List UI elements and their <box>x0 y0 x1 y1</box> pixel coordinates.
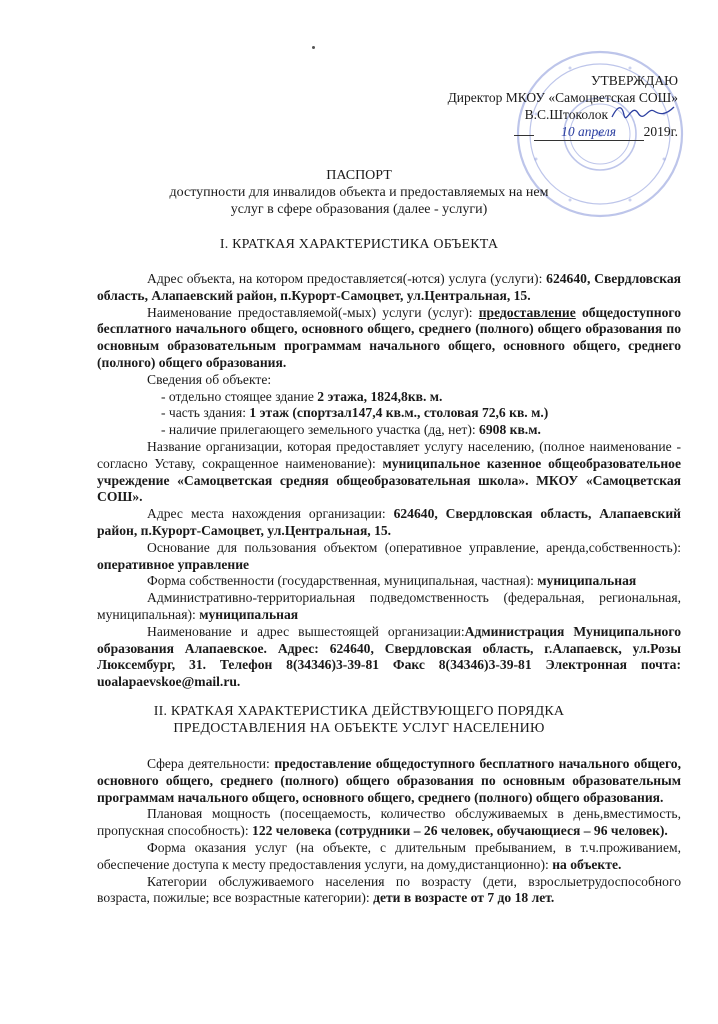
parent-value: Администрация Муниципального образования Алапаевское. Адрес: 624640, Свердловская область, г.Алапаевск, ул.Розы Люксембург, 31. Телефон 8(34346)3-39-81 Факс 8(34346)3-39-81 Электронная почта: uoalapaevskoe@mail.ru. <box>97 623 681 690</box>
basis-value: оперативное управление <box>97 556 250 572</box>
ownership-value: муниципальная <box>537 573 637 589</box>
capacity-label: Плановая мощность (посещаемость, количество обслуживаемых в день,вместимость, пропускная способность): <box>97 806 681 839</box>
object-info-item-3 <box>97 422 681 439</box>
item2-value: 1 этаж (спортзал147,4 кв.м., столовая 72,6 кв. м.) <box>249 405 549 421</box>
signature-icon <box>608 107 678 123</box>
usage-basis <box>97 540 681 574</box>
item2-label: - часть здания: <box>161 405 250 421</box>
approval-heading: УТВЕРЖДАЮ <box>590 73 678 88</box>
org-address-label: Адрес места нахождения организации: <box>147 506 394 522</box>
org-address-value: 624640, Свердловская область, Алапаевский район, п.Курорт-Самоцвет, ул.Центральная, 15. <box>97 506 682 538</box>
object-info-label: Сведения об объекте: <box>147 371 272 387</box>
category-label: Категории обслуживаемого населения по возрасту (дети, взрослыетрудоспособного возраста, пожилые; все возрастные категории): <box>97 873 681 906</box>
parent-organization <box>97 624 681 691</box>
scope-label: Сфера деятельности: <box>147 756 275 771</box>
passport-title: ПАСПОРТ <box>326 168 392 183</box>
approval-position: Директор МКОУ «Самоцветская СОШ» <box>447 90 678 105</box>
ownership-form <box>97 573 681 590</box>
ownership-label: Форма собственности (государственная, муниципальная, частная): <box>147 573 538 589</box>
category-value: дети в возрасте от 7 до 18 лет. <box>373 890 555 906</box>
planned-capacity <box>97 806 681 840</box>
org-value: муниципальное казенное общеобразовательное учреждение «Самоцветская средняя общеобразовательная школа». МКОУ «Самоцветская СОШ». <box>97 455 681 505</box>
item1-value: 2 этажа, 1824,8кв. м. <box>317 388 443 404</box>
object-info-item-2 <box>97 405 681 422</box>
population-category <box>97 874 681 908</box>
section2-body <box>97 756 681 907</box>
subordination-label: Административно-территориальная подведомственность (федеральная, региональная, муниципальная): <box>97 590 681 622</box>
approval-date-row <box>448 123 678 141</box>
section1-body <box>97 271 681 691</box>
section2-heading-line2: ПРЕДОСТАВЛЕНИЯ НА ОБЪЕКТЕ УСЛУГ НАСЕЛЕНИЮ <box>173 721 545 736</box>
capacity-value: 122 человека (сотрудники – 26 человек, обучающиеся – 96 человек). <box>252 823 668 839</box>
form-label: Форма оказания услуг (на объекте, с длительным пребыванием, в т.ч.проживанием, обеспечение доступа к месту предоставления услуги, на дому,дистанционно): <box>97 839 681 872</box>
approval-block <box>448 72 678 141</box>
form-value: на объекте. <box>552 856 622 872</box>
approval-signatory: В.С.Штоколок <box>524 107 608 122</box>
section1-heading: I. КРАТКАЯ ХАРАКТЕРИСТИКА ОБЪЕКТА <box>219 237 499 252</box>
item3-yes: да <box>428 422 442 438</box>
item3-label-b: , нет): <box>441 422 480 438</box>
object-address <box>97 271 681 305</box>
service-name-label: Наименование предоставляемой(-мых) услуги (услуг): <box>147 304 479 320</box>
subordination-value: муниципальная <box>199 606 299 622</box>
date-day-line <box>514 135 534 136</box>
approval-date: 10 апреля <box>534 123 644 141</box>
approval-signatory-row <box>448 106 678 123</box>
activity-scope <box>97 756 681 806</box>
organization-name <box>97 439 681 506</box>
organization-address <box>97 506 681 540</box>
item3-label-a: - наличие прилегающего земельного участка ( <box>161 422 429 438</box>
org-label: Название организации, которая предоставляет услугу населению, (полное наименование - согласно Уставу, сокращенное наименование): <box>97 438 681 471</box>
parent-label: Наименование и адрес вышестоящей организации: <box>147 623 465 639</box>
approval-year: 2019г. <box>643 124 678 139</box>
service-name <box>97 305 681 372</box>
object-address-value: 624640, Свердловская область, Алапаевский район, п.Курорт-Самоцвет, ул.Центральная, 15. <box>97 271 681 303</box>
passport-subtitle-1: доступности для инвалидов объекта и предоставляемых на нем <box>169 185 549 200</box>
item3-value: 6908 кв.м. <box>479 422 541 438</box>
item1-label: - отдельно стоящее здание <box>161 388 318 404</box>
service-name-value-start: предоставление <box>478 304 576 320</box>
section2-heading-line1: II. КРАТКАЯ ХАРАКТЕРИСТИКА ДЕЙСТВУЮЩЕГО ПОРЯДКА <box>153 704 565 719</box>
scan-speck <box>312 46 315 49</box>
object-address-label: Адрес объекта, на котором предоставляется(-ются) услуга (услуги): <box>147 271 547 286</box>
basis-label: Основание для пользования объектом (оперативное управление, аренда,собственность): <box>147 539 681 555</box>
scope-value: предоставление общедоступного бесплатного начального общего, основного общего, среднего (полного) общего образования по основным образовательным программам начального общего, основного общего, среднего (полного) общего образования. <box>97 756 681 805</box>
service-form <box>97 840 681 874</box>
passport-subtitle-2: услуг в сфере образования (далее - услуги) <box>230 202 488 217</box>
service-name-value: общедоступного бесплатного начального общего, основного общего, среднего (полного) общего образования по основным образовательным программам начального общего, основного общего, среднего (полного) общего образования. <box>97 304 681 370</box>
subordination <box>97 590 681 624</box>
object-info-item-1 <box>97 389 681 406</box>
